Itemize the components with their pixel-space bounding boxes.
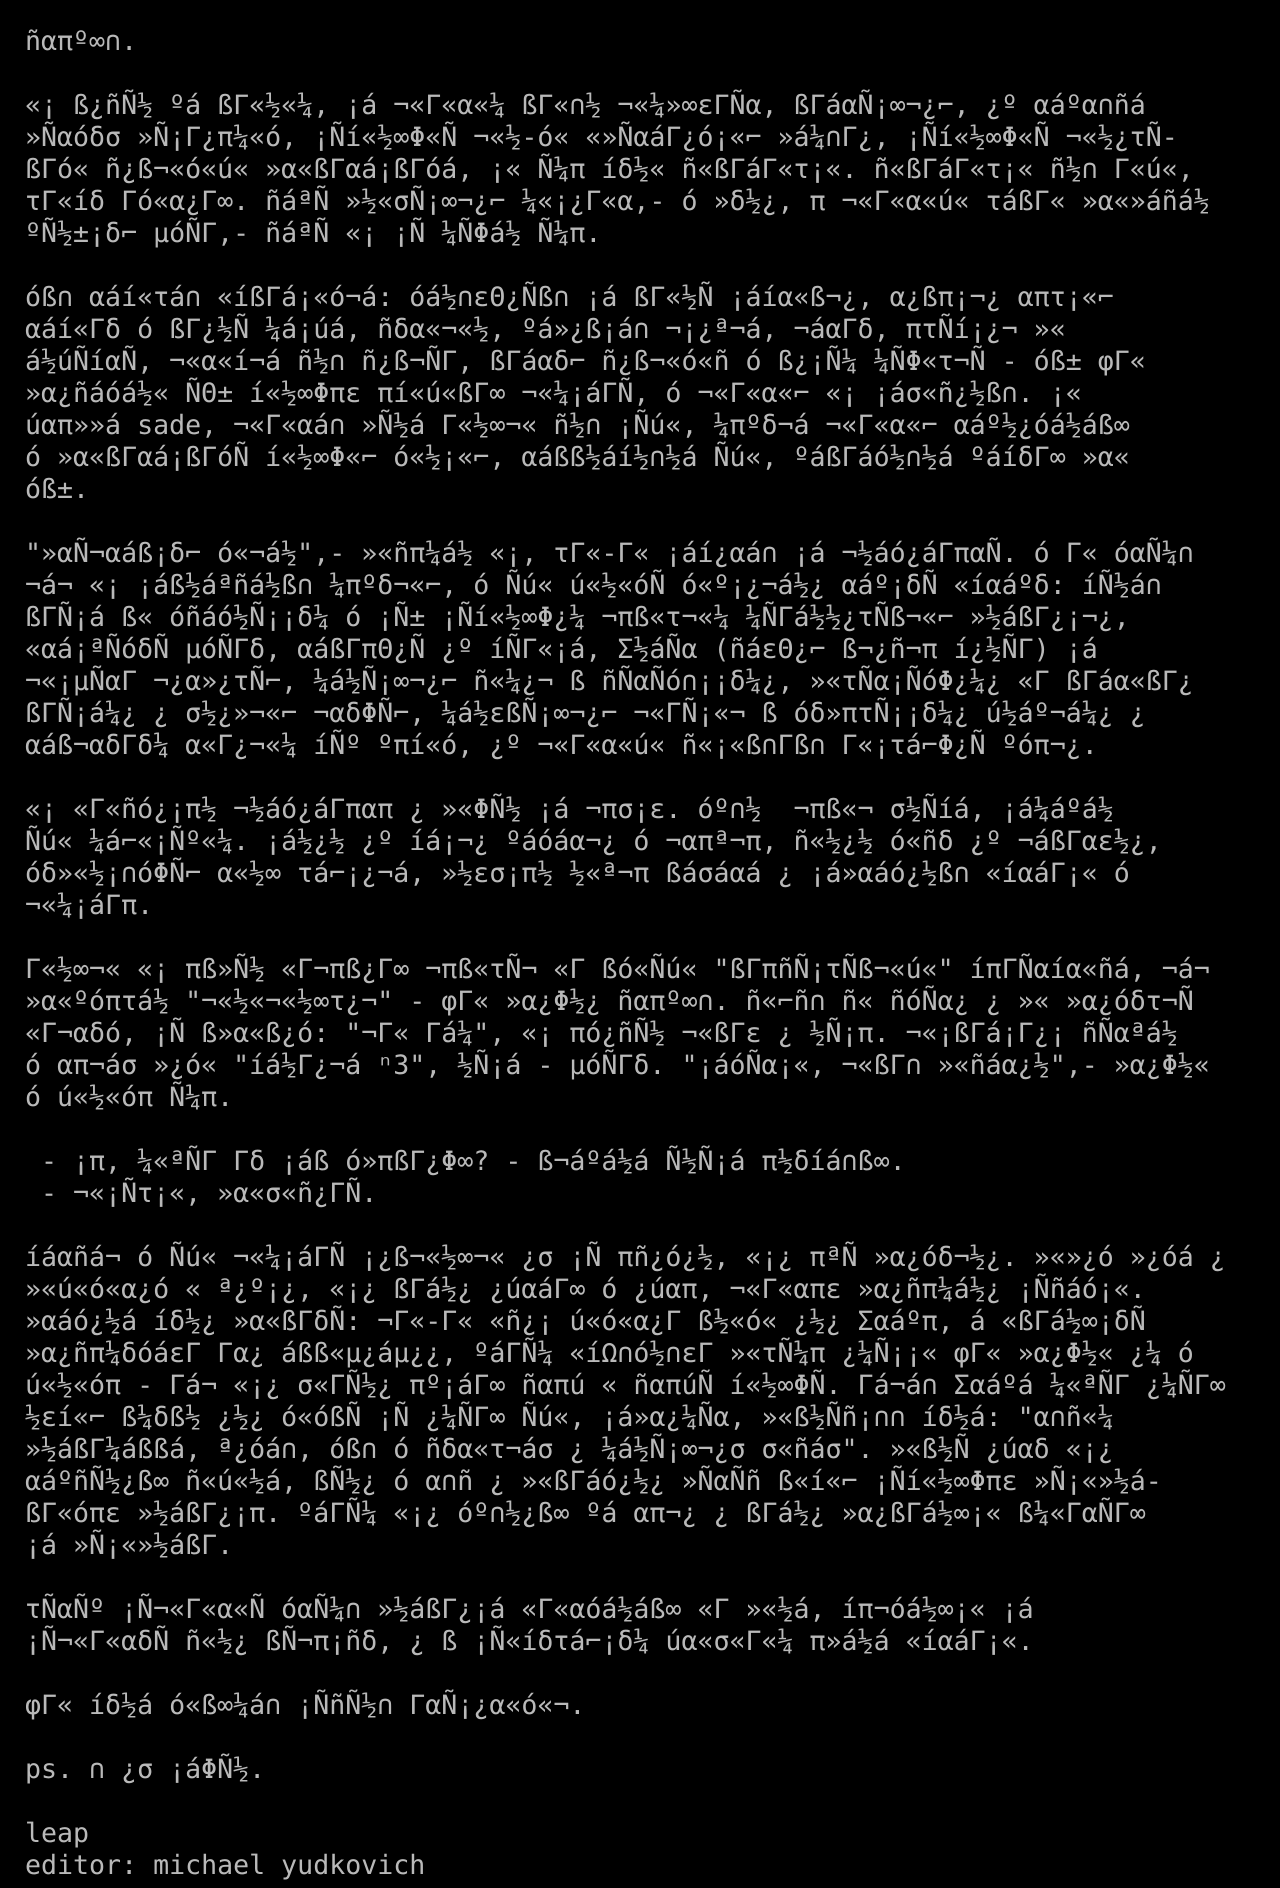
text-line: τΓ«íδ Γó«α¿Γ∞. ñáªÑ »½«σÑ¡∞¬¿⌐ ¼«¡¿Γ«α,- ó »δ½¿, π ¬«Γ«α«ú« τáßΓ« »α«»áñá½ bbox=[25, 186, 1210, 217]
text-line bbox=[25, 1658, 1280, 1690]
text-line: íáαñá¬ ó Ñú« ¬«¼¡áΓÑ ¡¿ß¬«½∞¬« ¿σ ¡Ñ πñ¿ó¿½, «¡¿ πªÑ »α¿óδ¬½¿. »«»¿ó »¿óá ¿ bbox=[25, 1242, 1226, 1273]
text-line: »α¿ñπ¼δóáεΓ Γα¿ áßß«µ¿áµ¿¿, ºáΓÑ¼ «íΩ∩ó½∩εΓ »«τÑ¼π ¿¼Ñ¡¡« φΓ« »α¿Φ½« ¿¼ ó bbox=[25, 1338, 1194, 1369]
text-line: ßΓ«óπε »½áßΓ¿¡π. ºáΓÑ¼ «¡¿ óº∩½¿ß∞ ºá απ¬¿ ¿ ßΓá½¿ »α¿ßΓá½∞¡« ß¼«ΓαÑΓ∞ bbox=[25, 1498, 1146, 1529]
text-line: á½úÑíαÑ, ¬«α«í¬á ñ½∩ ñ¿ß¬ÑΓ, ßΓáαδ⌐ ñ¿ß¬«ó«ñ ó ß¿¡Ñ¼ ¼ÑΦ«τ¬Ñ - óß± φΓ« bbox=[25, 346, 1146, 377]
text-line: editor: michael yudkovich bbox=[25, 1850, 426, 1881]
text-line: ¡Ñ¬«Γ«αδÑ ñ«½¿ ßÑ¬π¡ñδ, ¿ ß ¡Ñ«íδτá⌐¡δ¼ úα«σ«Γ«¼ π»á½á «íαáΓ¡«. bbox=[25, 1626, 1034, 1657]
text-line: ºÑ½±¡δ⌐ µóÑΓ,- ñáªÑ «¡ ¡Ñ ¼ÑΦá½ Ñ¼π. bbox=[25, 218, 602, 249]
text-line: Γ«½∞¬« «¡ πß»Ñ½ «Γ¬πß¿Γ∞ ¬πß«τÑ¬ «Γ ßó«Ñú« "ßΓπñÑ¡τÑß¬«ú«" íπΓÑαíα«ñá, ¬á¬ bbox=[25, 954, 1210, 985]
text-line: »α«ºóπτá½ "¬«½«¬«½∞τ¿¬" - φΓ« »α¿Φ½¿ ñαπº∞∩. ñ«⌐ñ∩ ñ« ñóÑα¿ ¿ »« »α¿óδτ¬Ñ bbox=[25, 986, 1194, 1017]
text-line: óδ»«½¡∩óΦÑ⌐ α«½∞ τá⌐¡¿¬á, »½εσ¡π½ ½«ª¬π ßáσáαá ¿ ¡á»αáó¿½ß∩ «íαáΓ¡« ó bbox=[25, 858, 1130, 889]
text-line: ñαπº∞∩. bbox=[25, 26, 138, 57]
text-line: ó απ¬áσ »¿ó« "íá½Γ¿¬á ⁿ3", ½Ñ¡á - µóÑΓδ. "¡áóÑα¡«, ¬«ßΓ∩ »«ñáα¿½",- »α¿Φ½« bbox=[25, 1050, 1210, 1081]
text-line: ½εí«⌐ ß¼δß½ ¿½¿ ó«óßÑ ¡Ñ ¿¼ÑΓ∞ Ñú«, ¡á»α¿¼Ñα, »«ß½Ññ¡∩∩ íδ½á: "α∩ñ«¼ bbox=[25, 1402, 1114, 1433]
text-line bbox=[25, 58, 1280, 90]
text-line: «αá¡ªÑóδÑ µóÑΓδ, αáßΓπΘ¿Ñ ¿º íÑΓ«¡á, Σ½áÑα (ñáεΘ¿⌐ ß¬¿ñ¬π í¿½ÑΓ) ¡á bbox=[25, 634, 1098, 665]
text-line: «Γ¬αδó, ¡Ñ ß»α«ß¿ó: "¬Γ« Γá¼", «¡ πó¿ñÑ½ ¬«ßΓε ¿ ½Ñ¡π. ¬«¡ßΓá¡Γ¿¡ ñÑαªá½ bbox=[25, 1018, 1178, 1049]
text-line: - ¬«¡Ñτ¡«, »α«σ«ñ¿ΓÑ. bbox=[25, 1178, 378, 1209]
text-line bbox=[25, 762, 1280, 794]
text-line bbox=[25, 1786, 1280, 1818]
text-line: ¡á »Ñ¡«»½áßΓ. bbox=[25, 1530, 234, 1561]
text-line: ¬«¡µÑαΓ ¬¿α»¿τÑ⌐, ¼á½Ñ¡∞¬¿⌐ ñ«¼¿¬ ß ñÑαÑó∩¡¡δ¼¿, »«τÑα¡ÑóΦ¿¼¿ «Γ ßΓáα«ßΓ¿ bbox=[25, 666, 1194, 697]
text-line: ¬«¼¡áΓπ. bbox=[25, 890, 154, 921]
text-line: úαπ»»á sade, ¬«Γ«αá∩ »Ñ½á Γ«½∞¬« ñ½∩ ¡Ñú«, ¼πºδ¬á ¬«Γ«α«⌐ αáº½¿óá½áß∞ bbox=[25, 410, 1130, 441]
text-line: φΓ« íδ½á ó«ß∞¼á∩ ¡ÑñÑ½∩ ΓαÑ¡¿α«ó«¬. bbox=[25, 1690, 586, 1721]
text-line: »Ñαóδσ »Ñ¡Γ¿π¼«ó, ¡Ñí«½∞Φ«Ñ ¬«½-ó« «»ÑαáΓ¿ó¡«⌐ »á¼∩Γ¿, ¡Ñí«½∞Φ«Ñ ¬«½¿τÑ- bbox=[25, 122, 1178, 153]
text-line: - ¡π, ¼«ªÑΓ Γδ ¡áß ó»πßΓ¿Φ∞? - ß¬áºá½á Ñ½Ñ¡á π½δíá∩ß∞. bbox=[25, 1146, 906, 1177]
text-line: óß±. bbox=[25, 474, 90, 505]
text-line bbox=[25, 506, 1280, 538]
text-line bbox=[25, 1210, 1280, 1242]
text-line: ó ú«½«óπ Ñ¼π. bbox=[25, 1082, 234, 1113]
text-line bbox=[25, 1562, 1280, 1594]
text-line: ps. ∩ ¿σ ¡áΦÑ½. bbox=[25, 1754, 266, 1785]
text-line: »αáó¿½á íδ½¿ »α«ßΓδÑ: ¬Γ«-Γ« «ñ¿¡ ú«ó«α¿Γ ß½«ó« ¿½¿ Σαáºπ, á «ßΓá½∞¡δÑ bbox=[25, 1306, 1146, 1337]
text-line bbox=[25, 250, 1280, 282]
text-line: αáí«Γδ ó ßΓ¿½Ñ ¼á¡úá, ñδα«¬«½, ºá»¿ß¡á∩ ¬¡¿ª¬á, ¬áαΓδ, πτÑí¡¿¬ »« bbox=[25, 314, 1066, 345]
text-line: ó »α«ßΓαá¡ßΓóÑ í«½∞Φ«⌐ ó«½¡«⌐, αáßß½áí½∩½á Ñú«, ºáßΓáó½∩½á ºáíδΓ∞ »α« bbox=[25, 442, 1130, 473]
story-text bbox=[25, 26, 1280, 1882]
text-line bbox=[25, 1722, 1280, 1754]
text-line: ßΓó« ñ¿ß¬«ó«ú« »α«ßΓαá¡ßΓóá, ¡« Ñ¼π íδ½« ñ«ßΓáΓ«τ¡«. ñ«ßΓáΓ«τ¡« ñ½∩ Γ«ú«, bbox=[25, 154, 1194, 185]
text-line: «¡ «Γ«ñó¿¡π½ ¬½áó¿áΓπαπ ¿ »«ΦÑ½ ¡á ¬πσ¡ε. óº∩½ ¬πß«¬ σ½Ñíá, ¡á¼áºá½ bbox=[25, 794, 1114, 825]
text-line: ßΓÑ¡á¼¿ ¿ σ½¿»¬«⌐ ¬αδΦÑ⌐, ¼á½εßÑ¡∞¬¿⌐ ¬«ΓÑ¡«¬ ß óδ»πτÑ¡¡δ¼¿ ú½áº¬á¼¿ ¿ bbox=[25, 698, 1146, 729]
text-line: Ñú« ¼á⌐«¡Ñº«¼. ¡á½¿½ ¿º íá¡¬¿ ºáóáα¬¿ ó ¬απª¬π, ñ«½¿½ ó«ñδ ¿º ¬áßΓαε½¿, bbox=[25, 826, 1162, 857]
text-line: ¬á¬ «¡ ¡áß½áªñá½ß∩ ¼πºδ¬«⌐, ó Ñú« ú«½«óÑ ó«º¡¿¬á½¿ αáº¡δÑ «íαáºδ: íÑ½á∩ bbox=[25, 570, 1162, 601]
text-line: τÑαÑº ¡Ñ¬«Γ«α«Ñ óαÑ¼∩ »½áßΓ¿¡á «Γ«αóá½áß∞ «Γ »«½á, íπ¬óá½∞¡« ¡á bbox=[25, 1594, 1034, 1625]
text-line: »α¿ñáóá½« ÑΘ± í«½∞Φπε πí«ú«ßΓ∞ ¬«¼¡áΓÑ, ó ¬«Γ«α«⌐ «¡ ¡áσ«ñ¿½ß∩. ¡« bbox=[25, 378, 1082, 409]
text-line: óß∩ αáí«τá∩ «íßΓá¡«ó¬á: óá½∩εΘ¿Ñß∩ ¡á ßΓ«½Ñ ¡áíα«ß¬¿, α¿ßπ¡¬¿ απτ¡«⌐ bbox=[25, 282, 1114, 313]
text-line: αáºñÑ½¿ß∞ ñ«ú«½á, ßÑ½¿ ó α∩ñ ¿ »«ßΓáó¿½¿ »ÑαÑñ ß«í«⌐ ¡Ñí«½∞Φπε »Ñ¡«»½á- bbox=[25, 1466, 1162, 1497]
text-line: »«ú«ó«α¿ó « ª¿º¡¿, «¡¿ ßΓá½¿ ¿úαáΓ∞ ó ¿úαπ, ¬«Γ«απε »α¿ñπ¼á½¿ ¡Ññáó¡«. bbox=[25, 1274, 1146, 1305]
text-line: "»αÑ¬αáß¡δ⌐ ó«¬á½",- »«ñπ¼á½ «¡, τΓ«-Γ« ¡áí¿αá∩ ¡á ¬½áó¿áΓπαÑ. ó Γ« óαÑ¼∩ bbox=[25, 538, 1194, 569]
text-line bbox=[25, 922, 1280, 954]
text-line: ú«½«óπ - Γá¬ «¡¿ σ«ΓÑ½¿ πº¡áΓ∞ ñαπú « ñαπúÑ í«½∞ΦÑ. Γá¬á∩ Σαáºá ¼«ªÑΓ ¿¼ÑΓ∞ bbox=[25, 1370, 1226, 1401]
text-line: «¡ ß¿ñÑ½ ºá ßΓ«½«¼, ¡á ¬«Γ«α«¼ ßΓ«∩½ ¬«¼»∞εΓÑα, ßΓáαÑ¡∞¬¿⌐, ¿º αáºα∩ñá bbox=[25, 90, 1146, 121]
text-line: ßΓÑ¡á ß« óñáó½Ñ¡¡δ¼ ó ¡Ñ± ¡Ñí«½∞Φ¿¼ ¬πß«τ¬«¼ ¼ÑΓá½½¿τÑß¬«⌐ »½áßΓ¿¡¬¿, bbox=[25, 602, 1130, 633]
text-line: αáß¬αδΓδ¼ α«Γ¿¬«¼ íÑº ºπí«ó, ¿º ¬«Γ«α«ú« ñ«¡«ß∩Γß∩ Γ«¡τá⌐Φ¿Ñ ºóπ¬¿. bbox=[25, 730, 1098, 761]
text-line: »½áßΓ¼áßßá, ª¿óá∩, óß∩ ó ñδα«τ¬áσ ¿ ¼á½Ñ¡∞¬¿σ σ«ñáσ". »«ß½Ñ ¿úαδ «¡¿ bbox=[25, 1434, 1114, 1465]
text-line bbox=[25, 1114, 1280, 1146]
text-line: leap bbox=[25, 1818, 90, 1849]
